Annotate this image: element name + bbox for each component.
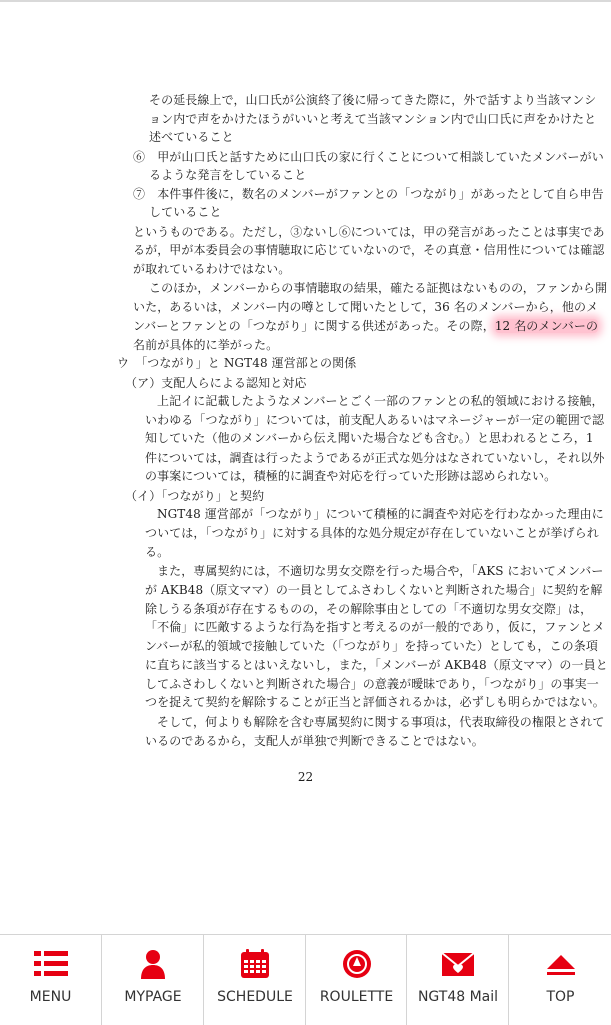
text-line: してふさわしくないと判断された場合」の意義が曖昧であり，「つながり」の事実一 [145,677,599,691]
mail-heart-icon [441,949,475,979]
text-line: る。 [145,545,170,559]
text-line: いた，あるいは，メンバー内の噂として聞いたとして，36 名のメンバーから，他のメ [133,300,599,314]
text-line: いわゆる「つながり」については，前支配人あるいはマネージャーが一定の範囲で認 [145,413,605,427]
text-line: が取れているわけではない。 [133,262,291,276]
page-number: 22 [297,770,314,784]
text-line: つを捉えて契約を解除することが正当と評価されるかは，必ずしも明らかではない。 [145,695,605,709]
tab-schedule[interactable] [203,935,306,1025]
tab-menu[interactable] [0,935,101,1025]
section-heading: ウ 「つながり」と NGT48 運営部との関係 [117,356,357,370]
text-line: に直ちに該当するとはいえないし，また，「メンバーが AKB48（原文ママ）の一員と [145,658,608,672]
tab-label: NGT48 Mail [417,989,499,1005]
text-line: その延長線上で，山口氏が公演終了後に帰ってきた際に，外で話すより当該マンシ [149,93,597,107]
text-line: 名前が具体的に挙がった。 [133,338,279,352]
text-line-part: ンバーとファンとの「つながり」に関する供述があった。その際， [133,319,495,333]
tab-label: MENU [29,989,72,1005]
up-arrow-icon [544,949,578,979]
bottom-tab-bar [0,934,611,1025]
text-line: 上記イに記載したようなメンバーとごく一部のファンとの私的領域における接触， [157,394,604,408]
tab-mypage[interactable] [101,935,204,1025]
text-line: ついては，「つながり」に対する具体的な処分規定が存在していないことが挙げられ [145,526,599,540]
tab-roulette[interactable] [305,935,407,1025]
subsection-heading: （ア）支配人らによる認知と対応 [125,376,307,390]
text-line: ョン内で声をかけたほうがいいと考えて当該マンション内で山口氏に声をかけたと [149,112,597,126]
text-line: の事案については，積極的に調査や対応を行っていた形跡は認められない。 [145,469,557,483]
text-line: 除しうる条項が存在するものの，その解除事由としての「不適切な男女交際」は， [145,602,593,616]
tab-top[interactable] [508,935,611,1025]
text-line: NGT48 運営部が「つながり」について積極的に調査や対応を行わなかった理由に [157,507,604,521]
tab-label: MYPAGE [124,989,182,1005]
text-line: また，専属契約には，不適切な男女交際を行った場合や，「AKS においてメンバー [157,564,604,578]
person-icon [136,949,170,979]
text-line: ⑥ 甲が山口氏と話すために山口氏の家に行くことについて相談していたメンバーがい [133,150,604,164]
text-line: 件については，調査は行ったようであるが正式な処分はなされていないし，それ以外 [145,451,605,465]
text-line [133,319,598,333]
subsection-heading: （イ）「つながり」と契約 [125,489,265,503]
text-line: ⑦ 本件事件後に，数名のメンバーがファンとの「つながり」があったとして自ら申告 [133,187,604,201]
text-line: るような発言をしていること [149,168,307,182]
text-line: が AKB48（原文ママ）の一員としてふさわしくないと判断された場合」に契約を解 [145,583,603,597]
text-line: このほか，メンバーからの事情聴取の結果，確たる証拠はないものの，ファンから開 [149,281,608,295]
text-line: るが，甲が本委員会の事情聴取に応じていないので，その真意・信用性については確認 [133,243,605,257]
menu-icon [34,949,68,979]
text-line: そして，何よりも解除を含む専属契約に関する事項は，代表取締役の権限とされて [157,715,605,729]
text-line: ンバーが私的領域で接触していた（「つながり」を持っていた）としても，この条項 [145,639,598,653]
text-line: 知していた（他のメンバーから伝え聞いた場合なども含む。）と思われるところ，1 [145,431,594,445]
calendar-icon [238,949,272,979]
highlight-mark: 12 名のメンバーの [494,319,599,333]
text-line: 述べていること [149,130,234,144]
tab-label: TOP [546,989,575,1005]
text-line: というものである。ただし，③ないし⑥については，甲の発言があったことは事実であ [133,225,605,239]
text-line: いるのであるから，支配人が単独で判断できることではない。 [145,734,484,748]
tab-label: ROULETTE [319,989,394,1005]
text-line: していること [149,205,222,219]
tab-label: SCHEDULE [217,989,293,1005]
text-line: 「不倫」に匹敵するような行為を指すと考えるのが一般的であり，仮に，ファンとメ [145,620,605,634]
roulette-icon [340,949,374,979]
tab-ngt48-mail[interactable] [406,935,509,1025]
